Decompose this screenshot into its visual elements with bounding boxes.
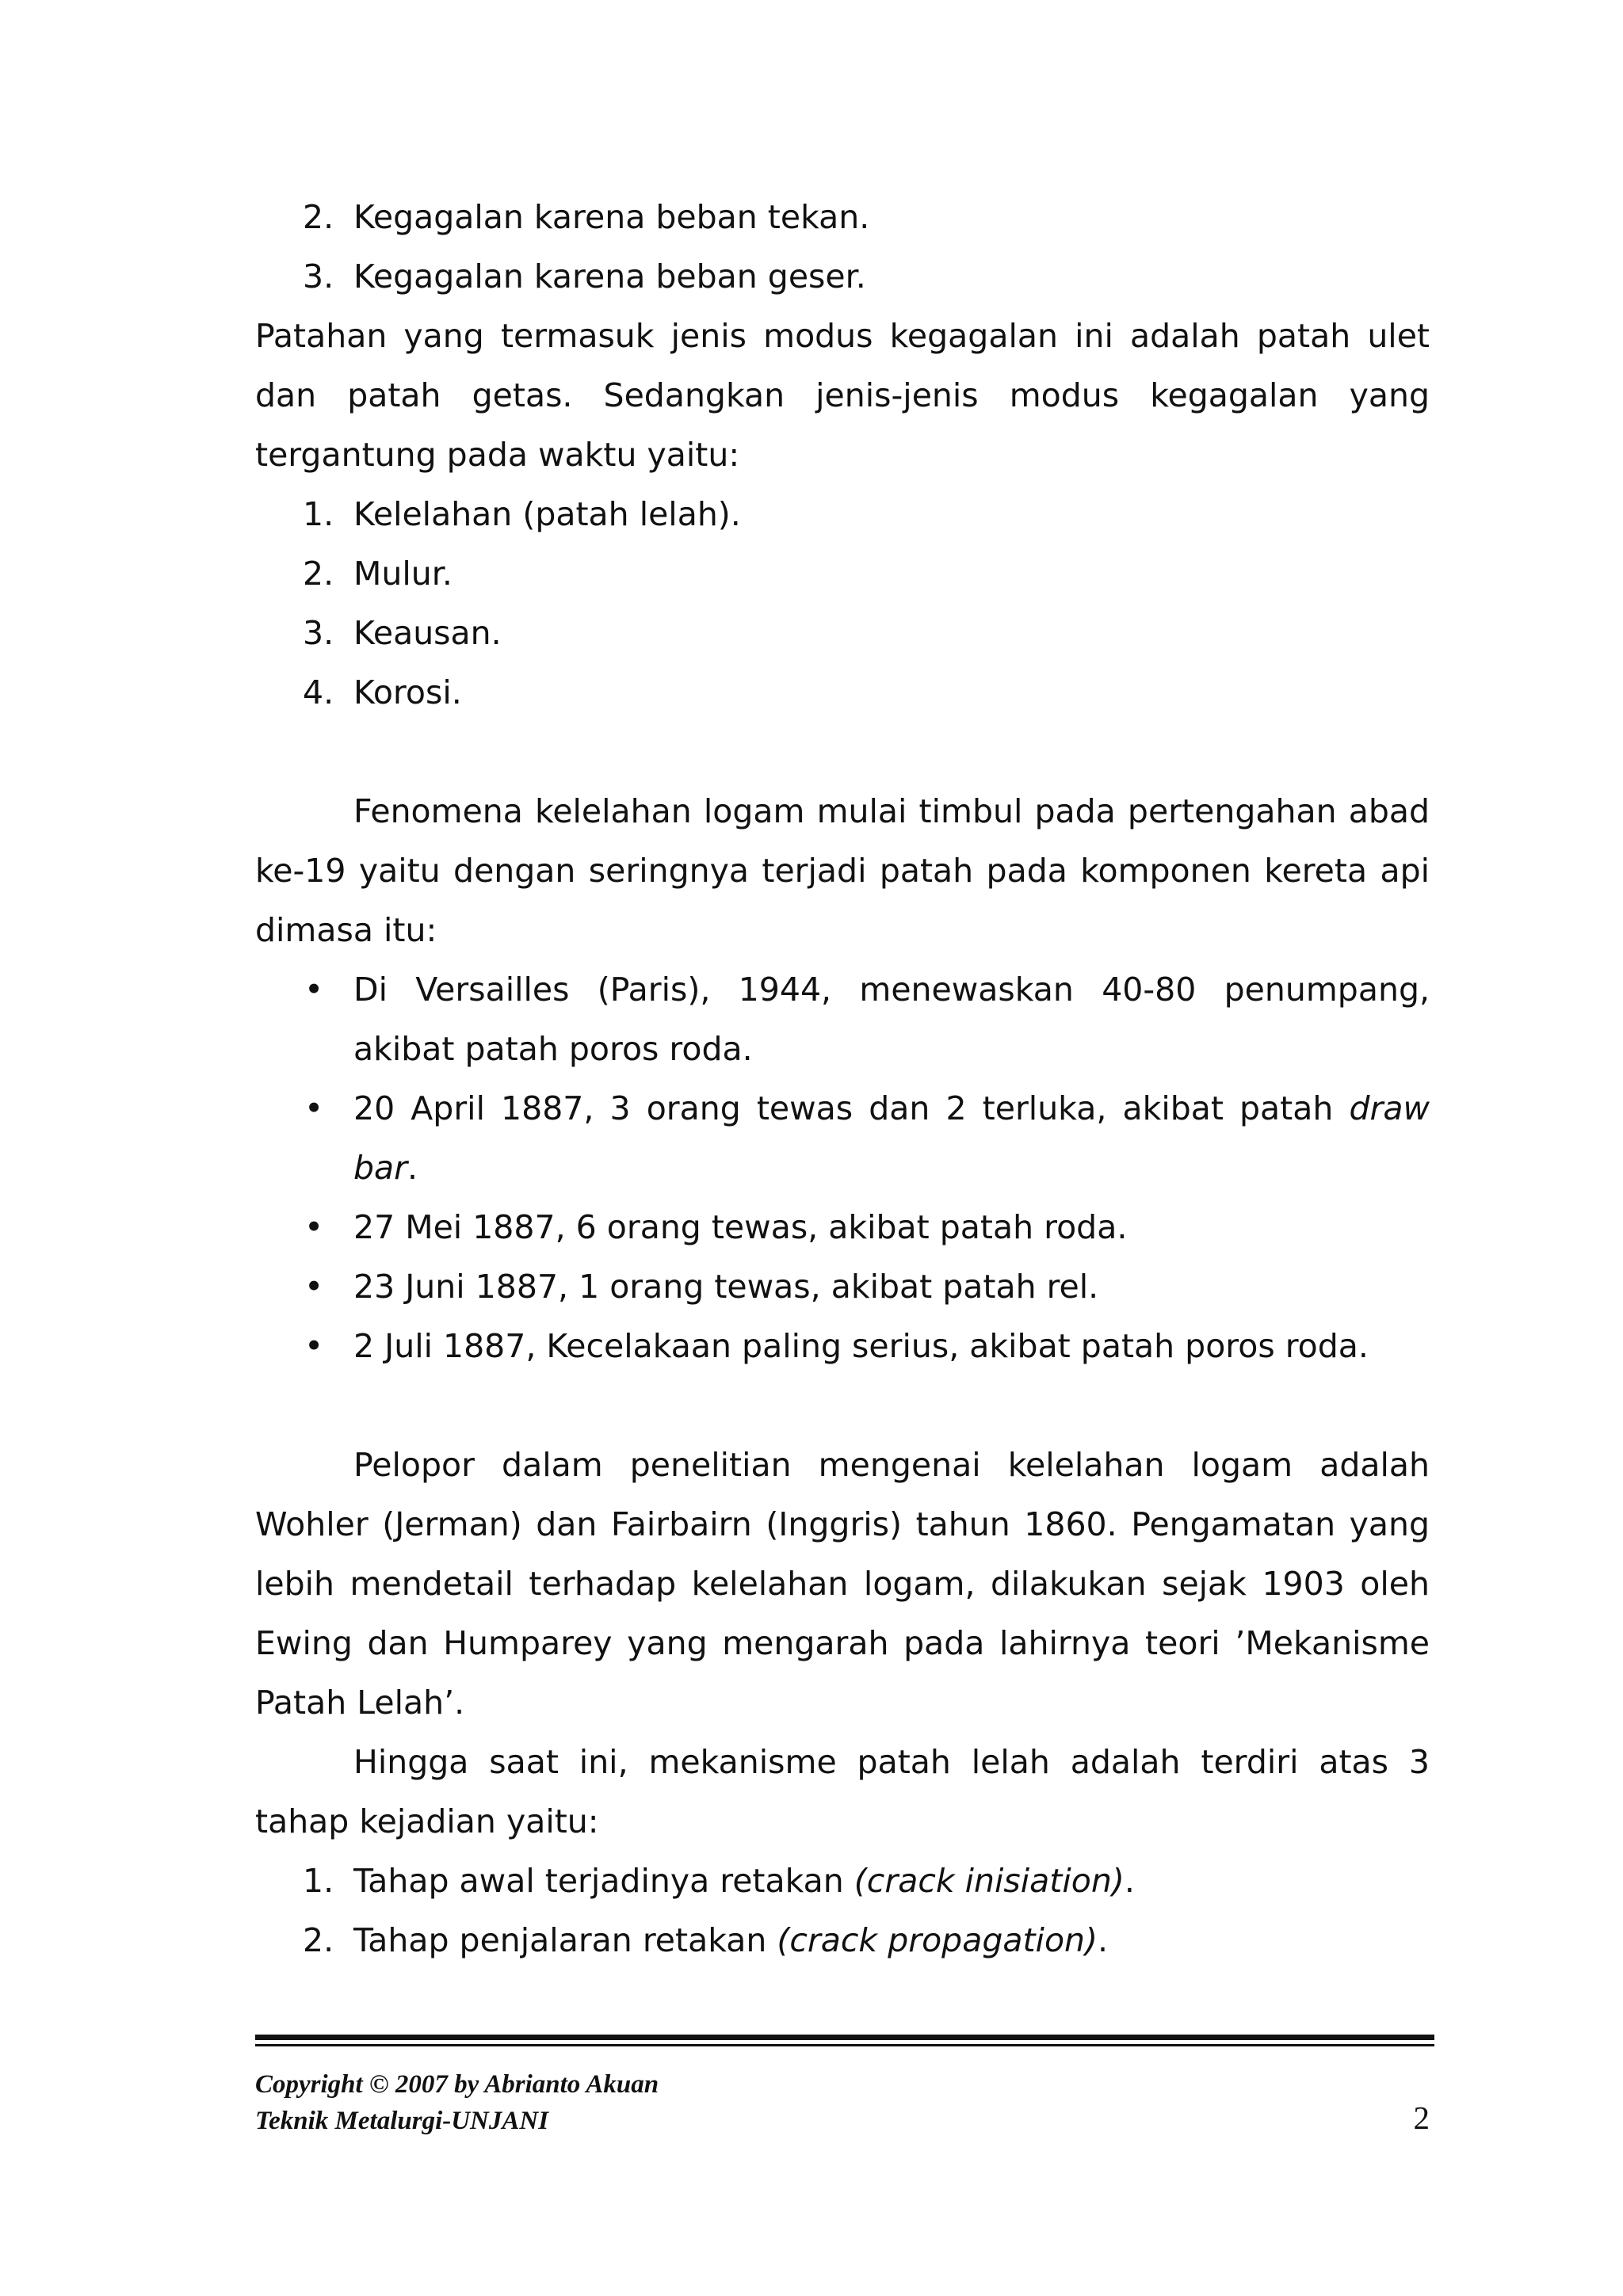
list-number: 1. bbox=[303, 495, 334, 533]
list-item-emphasis: (crack propagation) bbox=[777, 1921, 1098, 1959]
list-number: 2. bbox=[303, 198, 334, 236]
paragraph-spacer bbox=[255, 723, 1430, 782]
page-body bbox=[255, 188, 1430, 1970]
footer-rule-thick bbox=[255, 2035, 1434, 2040]
bullet-item bbox=[255, 1317, 1430, 1376]
list-item-text: Tahap awal terjadinya retakan bbox=[353, 1862, 854, 1900]
list-item bbox=[255, 663, 1430, 723]
bullet-icon: • bbox=[304, 1089, 324, 1127]
list-item-text: Korosi. bbox=[353, 673, 462, 711]
list-number: 2. bbox=[303, 1921, 334, 1959]
bullet-text-end: . bbox=[407, 1149, 418, 1187]
list-item-text: Kelelahan (patah lelah). bbox=[353, 495, 741, 533]
list-item-end: . bbox=[1098, 1921, 1109, 1959]
list-item bbox=[255, 544, 1430, 604]
list-item bbox=[255, 247, 1430, 307]
footer-department: Teknik Metalurgi-UNJANI bbox=[255, 2107, 549, 2135]
bullet-text: 20 April 1887, 3 orang tewas dan 2 terluka, akibat patah bbox=[353, 1089, 1350, 1127]
list-item-text: Kegagalan karena beban geser. bbox=[353, 257, 866, 296]
list-item bbox=[255, 188, 1430, 247]
bullet-text: Di Versailles (Paris), 1944, menewaskan 40-80 penumpang, akibat patah poros roda. bbox=[353, 971, 1430, 1068]
list-item bbox=[255, 604, 1430, 663]
bullet-text: 27 Mei 1887, 6 orang tewas, akibat patah roda. bbox=[353, 1208, 1128, 1246]
paragraph-failure-modes: Patahan yang termasuk jenis modus kegagalan ini adalah patah ulet dan patah getas. Sedangkan jenis-jenis modus kegagalan yang tergantung pada waktu yaitu: bbox=[255, 317, 1430, 474]
list-number: 3. bbox=[303, 614, 334, 652]
footer-copyright: Copyright © 2007 by Abrianto Akuan bbox=[255, 2070, 659, 2099]
list-number: 4. bbox=[303, 673, 334, 711]
bullet-icon: • bbox=[304, 1208, 324, 1246]
list-item-text: Tahap penjalaran retakan bbox=[353, 1921, 777, 1959]
bullet-item bbox=[255, 1198, 1430, 1257]
bullet-text: 2 Juli 1887, Kecelakaan paling serius, akibat patah poros roda. bbox=[353, 1327, 1369, 1365]
paragraph-fatigue-stages: Hingga saat ini, mekanisme patah lelah adalah terdiri atas 3 tahap kejadian yaitu: bbox=[255, 1743, 1430, 1840]
list-number: 2. bbox=[303, 555, 334, 593]
list-item bbox=[255, 1911, 1430, 1970]
bullet-item bbox=[255, 1079, 1430, 1198]
bullet-icon: • bbox=[304, 971, 324, 1009]
list-number: 3. bbox=[303, 257, 334, 296]
list-item-text: Mulur. bbox=[353, 555, 453, 593]
list-item-text: Kegagalan karena beban tekan. bbox=[353, 198, 870, 236]
page-footer bbox=[255, 2066, 1430, 2139]
list-item-end: . bbox=[1124, 1862, 1135, 1900]
bullet-item bbox=[255, 1257, 1430, 1317]
list-item bbox=[255, 485, 1430, 544]
bullet-icon: • bbox=[304, 1327, 324, 1365]
page-number: 2 bbox=[1413, 2100, 1430, 2136]
list-item-emphasis: (crack inisiation) bbox=[854, 1862, 1125, 1900]
bullet-text: 23 Juni 1887, 1 orang tewas, akibat patah rel. bbox=[353, 1268, 1099, 1306]
bullet-text-emphasis: draw bar bbox=[353, 1089, 1430, 1187]
footer-rule-thin bbox=[255, 2044, 1434, 2046]
list-number: 1. bbox=[303, 1862, 334, 1900]
paragraph-fatigue-history: Fenomena kelelahan logam mulai timbul pada pertengahan abad ke-19 yaitu dengan seringnya terjadi patah pada komponen kereta api dimasa itu: bbox=[255, 792, 1430, 949]
paragraph-pioneers: Pelopor dalam penelitian mengenai kelelahan logam adalah Wohler (Jerman) dan Fairbairn (Inggris) tahun 1860. Pengamatan yang lebih mendetail terhadap kelelahan logam, dilakukan sejak 1903 oleh Ewing dan Humparey yang mengarah pada lahirnya teori ’Mekanisme Patah Lelah’. bbox=[255, 1446, 1430, 1722]
list-item-text: Keausan. bbox=[353, 614, 502, 652]
list-item bbox=[255, 1852, 1430, 1911]
paragraph-spacer bbox=[255, 1376, 1430, 1436]
bullet-icon: • bbox=[304, 1268, 324, 1306]
bullet-item bbox=[255, 960, 1430, 1079]
